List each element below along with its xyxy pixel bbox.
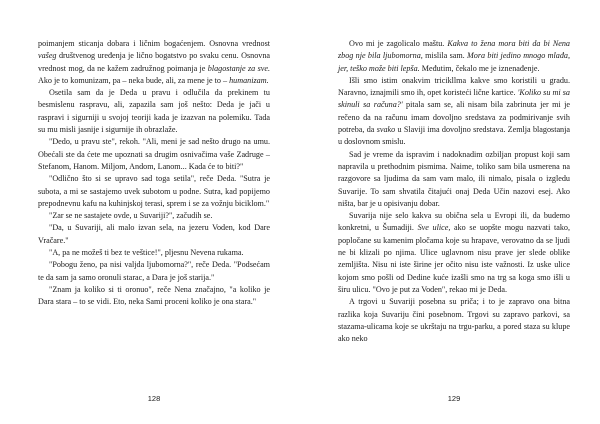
italic-text: humanizam.: [229, 75, 269, 85]
text-run: "Zar se ne sastajete ovde, u Suvariji?", začudih se.: [49, 211, 213, 221]
text-run: društvenog uređenja je lično bogatstvo po svaku cenu. Osnovna vrednost mog, da ne kažem zadružnog poimanja je: [38, 51, 270, 73]
text-run: Suvarija nije selo kakva su obična sela u Evropi ili, da budemo konkretni, u Šumadiji.: [338, 211, 570, 233]
paragraph: [38, 173, 270, 210]
text-run: "Da, u Suvariji, ali malo izvan sela, na jezeru Voden, kod Dare Vračare.": [38, 223, 270, 245]
text-run: u Slaviji ima dovoljno sredstava. Zemlja blagostanja u doslovnom smislu.: [338, 125, 570, 147]
paragraph: [338, 38, 570, 75]
text-run: Međutim, čekalo me je iznenađenje.: [419, 63, 540, 73]
text-run: ako se uopšte mogu nazvati tako, popločane su kamenim pločama koje su hrapave, verovatno da se ljudi ne bi klizali po njima. Ulice uglavnom nisu prave jer slede oblike zemljišta. Nisu ni iste širine jer očito nisu iste važnosti. Iz uske ulice kojom smo pošli od Dedine kuće izašli smo na trg sa koga smo išli u širu ulicu. "Ovo je put za Voden", rekao mi je Deda.: [338, 223, 571, 294]
paragraph: [38, 284, 270, 309]
paragraph: [38, 247, 270, 259]
paragraph: [38, 136, 270, 173]
paragraph: [38, 210, 270, 222]
text-run: Ako je to komunizam, pa – neka bude, ali, za mene je to –: [38, 75, 230, 85]
paragraph: [338, 210, 570, 296]
text-run: "Dedo, u pravu ste", rekoh. "Ali, meni je sad nešto drugo na umu. Obećali ste da ćete me upoznati sa drugim osnivačima vaše Zadruge – Stefanom, Hanom. Miljom, Andom, Lanom... Kada će to biti?": [38, 137, 270, 171]
right-page-number: 129: [447, 394, 461, 403]
paragraph: [38, 87, 270, 136]
text-run: poimanjem sticanja dobara i ličnim bogaćenjem. Osnovna vrednost: [38, 39, 270, 48]
paragraph: [38, 259, 270, 284]
paragraph: [38, 38, 270, 87]
italic-text: svako: [376, 125, 396, 135]
text-run: Ovo mi je zagolicalo maštu.: [349, 39, 448, 48]
text-run: Sad je vreme da ispravim i nadoknadim ozbiljan propust koji sam napravila u prethodnim pismima. Naime, toliko sam bila usmerena na razgovore sa ljudima da sam vam malo, ili nimalo, pisala o izgledu Suvarije. To sam shvatila čitajući onaj Deda Učin nazovi esej. Ako ništa, bar je u opisivanju dobar.: [338, 149, 570, 208]
paragraph: [38, 222, 270, 247]
italic-text: 'Koliko su mi sa skinuli sa računa?': [338, 88, 570, 110]
italic-text: Mora biti jedino mnogo mlađa, jer, teško može biti lepša.: [338, 51, 570, 73]
italic-text: vašeg: [38, 51, 57, 61]
text-run: "Znam ja koliko si ti oronuo", reče Nena značajno, "a koliko je Dara stara – to se vidi. Eto, neka Sami proceni koliko je ona stara.": [38, 284, 270, 307]
text-run: A trgovi u Suvariji posebna su priča; i to je zapravo ona bitna razlika koja Suvariju čini posebnom. Trgovi su zapravo parkovi, sa stazama-ulicama koje se ukrštaju na trgu-parku, a pored staza su klupe ako neko: [338, 297, 570, 344]
italic-text: Sve ulice,: [417, 223, 451, 233]
text-run: Osetila sam da je Deda u pravu i odlučila da prekinem tu besmislenu raspravu, ali, zapazila sam još nešto: Deda je jači u raspravi i sigurniji u svojoj teoriji kada je izazvan na polemiku. Tada su mu misli jasnije i sigurnije ih obrazlaže.: [38, 88, 270, 135]
text-run: "A, pa ne možeš ti bez te veštice!", pljesnu Nevena rukama.: [49, 248, 244, 258]
text-run: Išli smo istim onakvim tricikllma kakve smo koristili u gradu. Naravno, iznajmili smo ih, opet koristeći lične kartice.: [338, 75, 570, 98]
paragraph: [338, 75, 570, 149]
text-run: "Pobogu ženo, pa nisi valjda ljubomorna?", reče Deda. "Podsećam te da sam ja samo oronuli starac, a Dara je još starija.": [38, 260, 270, 282]
text-run: "Odlično što si se upravo sad toga setila", reče Deda. "Sutra je subota, a mi se sastajemo uvek subotom u podne. Sutra, kad popijemo prepodnevnu kafu na kuhinjskoj terasi, sprem i se za vožnju biciklom.": [38, 174, 270, 208]
italic-text: Kakva to žena mora biti da bi Nena zbog nje bila ljubomorna,: [338, 39, 570, 61]
text-run: mislila sam.: [422, 51, 468, 61]
paragraph: [338, 149, 570, 210]
right-page: [300, 0, 600, 424]
text-run: pitala sam se, ali nisam bila zabrinuta jer mi je rečeno da na računu imam dovoljno sredstava za podmirivanje svih potreba, da: [338, 100, 570, 135]
right-page-text: [338, 38, 570, 345]
paragraph: [338, 296, 570, 345]
left-page-text: [38, 38, 270, 309]
left-page-number: 128: [147, 394, 161, 403]
italic-text: blagostanje za sve.: [207, 63, 270, 73]
